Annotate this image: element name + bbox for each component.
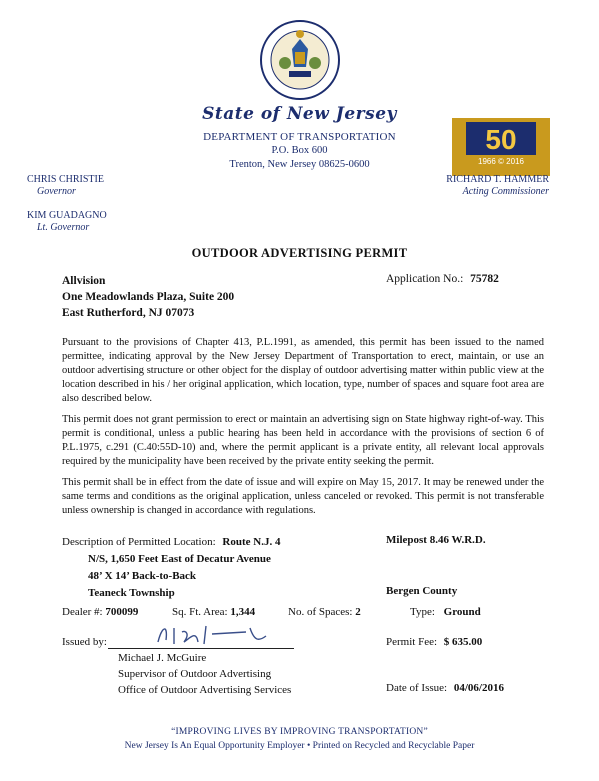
milepost: Milepost 8.46 W.R.D. [386, 534, 486, 546]
application-number [386, 273, 499, 285]
application-label: Application No.: [386, 273, 464, 285]
lt-governor-block [27, 210, 107, 234]
anniversary-badge [452, 118, 550, 176]
square-footage [172, 606, 255, 618]
location-line: 48’ X 14’ Back-to-Back [88, 570, 197, 582]
lt-governor-name: KIM GUADAGNO [27, 210, 107, 221]
lt-governor-title: Lt. Governor [37, 222, 90, 233]
date-of-issue [386, 682, 504, 694]
type-label: Type: [410, 606, 435, 618]
badge-number: 50 [485, 124, 517, 155]
date-label: Date of Issue: [386, 682, 448, 694]
fee-value: $ 635.00 [443, 636, 483, 648]
state-title: State of New Jersey [202, 104, 397, 124]
signer-title: Supervisor of Outdoor Advertising [118, 668, 272, 680]
recipient-address [62, 273, 234, 321]
permit-fee [386, 636, 482, 648]
paragraph-authority: Pursuant to the provisions of Chapter 413, P.L.1991, as amended, this permit has been issued to the named permittee, indicating approval by the New Jersey Department of Transportation to erect, maintain, or use an outdoor advertising structure or other object for the display of outdoor advertising matter within public view at the location described in his / her original application, which location, type, number of spaces and square foot area are also described below. [62, 337, 544, 404]
po-box: P.O. Box 600 [271, 145, 328, 156]
location-line: N/S, 1,650 Feet East of Decatur Avenue [88, 553, 271, 565]
badge-years: 1966 © 2016 [478, 157, 524, 166]
commissioner-name: RICHARD T. HAMMER [446, 174, 549, 185]
spaces-label: No. of Spaces: [288, 606, 353, 618]
commissioner-block [446, 174, 549, 198]
dealer-value: 700099 [105, 606, 139, 618]
signature [150, 620, 280, 650]
county: Bergen County [386, 585, 458, 597]
governor-name: CHRIS CHRISTIE [27, 174, 104, 185]
governor-title: Governor [37, 186, 76, 197]
location-description [62, 534, 280, 602]
sqft-label: Sq. Ft. Area: [172, 606, 228, 618]
fee-label: Permit Fee: [386, 636, 438, 648]
recipient-street: One Meadowlands Plaza, Suite 200 [62, 291, 235, 303]
paragraph-expiration: This permit shall be in effect from the date of issue and will expire on May 15, 2017. It may be renewed under the same terms and conditions as the original application, unless canceled or revoked. This permit is not transferable unless ownership is changed in accordance with regulations. [62, 477, 544, 516]
type-value: Ground [443, 606, 481, 618]
paragraph-conditions: This permit does not grant permission to erect or maintain an advertising sign on State highway right-of-way. This permit is conditional, unless a public hearing has been held in accordance with the provisions of section 6 of P.L.1975, c.291 (C.40:55D-10) and, where the permit applicant is a private entity, all relevant local approvals required by the municipality have been received by the private entity seeking the permit. [62, 414, 544, 467]
location-line: Teaneck Township [88, 587, 175, 599]
date-value: 04/06/2016 [453, 682, 504, 694]
footer-tagline: New Jersey Is An Equal Opportunity Employer • Printed on Recycled and Recyclable Paper [124, 741, 475, 751]
recipient-city: East Rutherford, NJ 07073 [62, 307, 195, 319]
signer-office: Office of Outdoor Advertising Services [118, 684, 292, 696]
location-label: Description of Permitted Location: [62, 536, 216, 548]
number-of-spaces [288, 606, 361, 618]
signer-block [118, 650, 291, 698]
application-value: 75782 [470, 273, 499, 285]
permit-title: OUTDOOR ADVERTISING PERMIT [191, 246, 408, 260]
dealer-label: Dealer #: [62, 606, 103, 618]
commissioner-title: Acting Commissioner [462, 186, 549, 197]
department-name: DEPARTMENT OF TRANSPORTATION [203, 131, 396, 143]
city-line: Trenton, New Jersey 08625-0600 [229, 159, 370, 170]
state-seal-logo [259, 19, 341, 101]
location-route: Route N.J. 4 [222, 536, 281, 548]
recipient-name: Allvision [62, 275, 106, 287]
signature-line [108, 648, 294, 649]
anniversary-badge-graphic [452, 118, 550, 176]
governor-block [27, 174, 104, 198]
spaces-value: 2 [355, 606, 361, 618]
footer-motto: “IMPROVING LIVES BY IMPROVING TRANSPORTATION” [171, 727, 428, 737]
sign-type [410, 606, 481, 618]
sqft-value: 1,344 [230, 606, 256, 618]
signer-name: Michael J. McGuire [118, 652, 207, 664]
issued-by-label: Issued by: [62, 636, 107, 648]
dealer-number [62, 606, 138, 618]
